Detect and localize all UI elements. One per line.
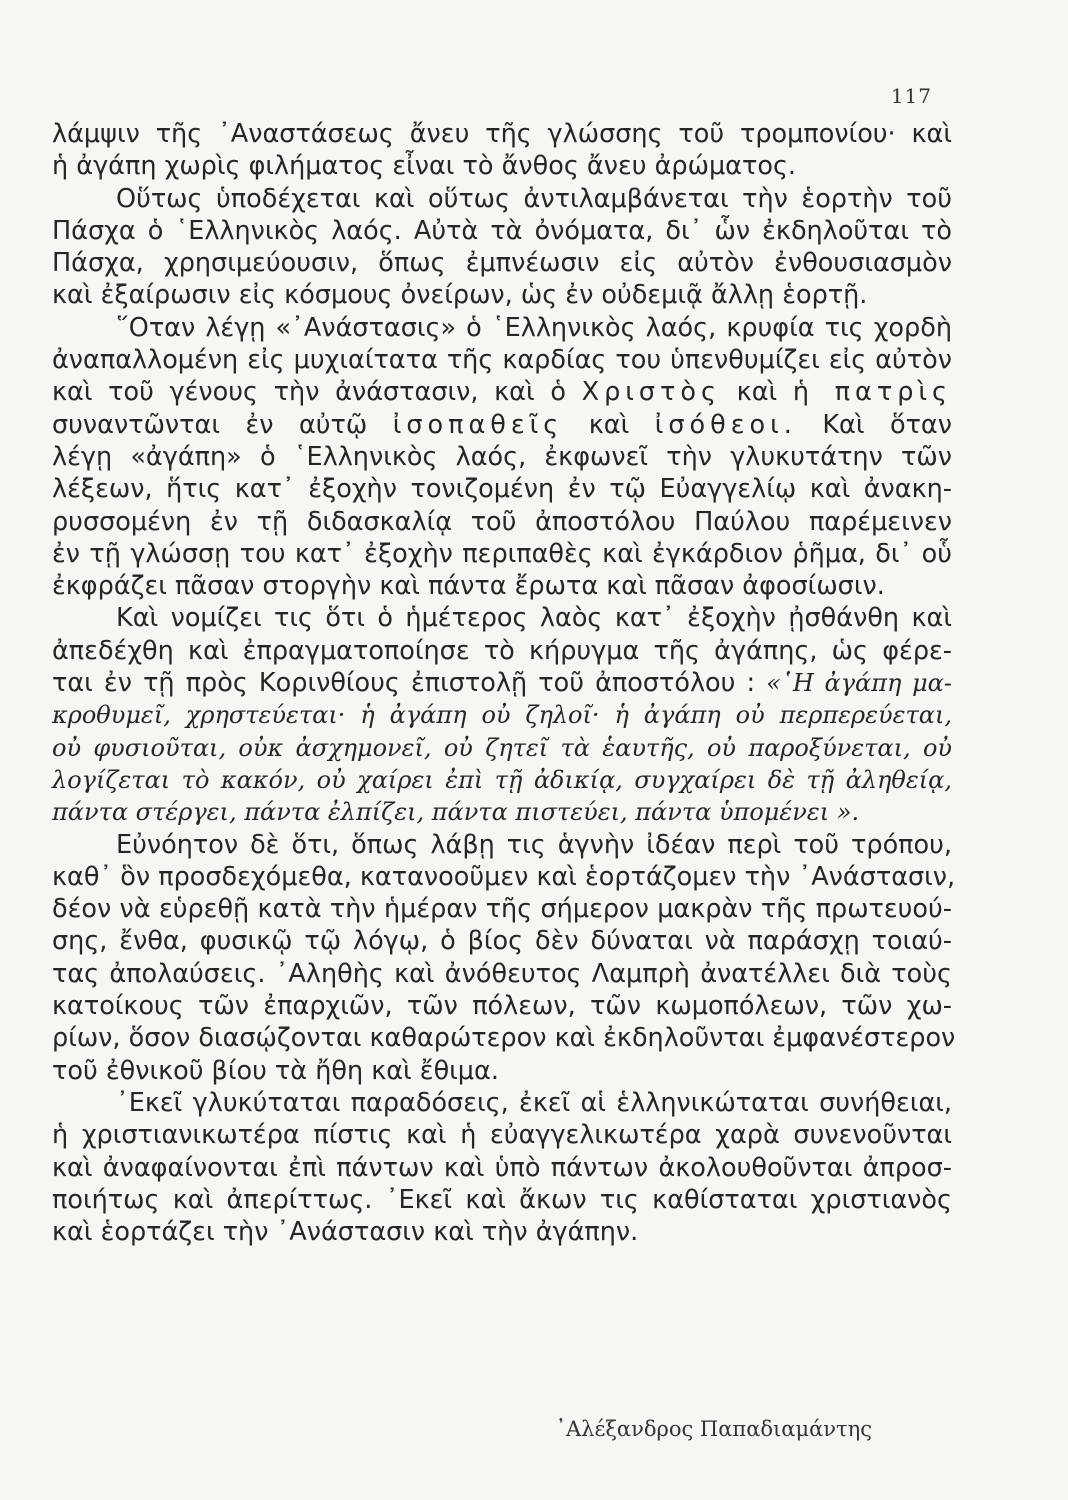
text-line: καθ᾿ ὃν προσδεχόμεθα, κατανοοῦμεν καὶ ἑορτάζομεν τὴν ᾿Ανάστασιν, xyxy=(52,861,956,892)
text-line: καὶ ἀναφαίνονται ἐπὶ πάντων καὶ ὑπὸ πάντων ἀκολουθοῦνται ἀπροσ- xyxy=(52,1152,952,1183)
spaced-word: ἰσοπαθεῖς xyxy=(392,409,564,440)
text-line: ἐν τῇ γλώσσῃ του κατ᾿ ἐξοχὴν περιπαθὲς καὶ ἐγκάρδιον ῥῆμα, δι᾿ οὗ xyxy=(52,538,952,569)
text-line: ρυσσομένη ἐν τῇ διδασκαλίᾳ τοῦ ἀποστόλου Παύλου παρέμεινεν xyxy=(52,506,952,537)
text-line: Οὕτως ὑποδέχεται καὶ οὕτως ἀντιλαμβάνεται τὴν ἑορτὴν τοῦ xyxy=(116,183,952,214)
text-line: ρίων, ὅσον διασῴζονται καθαρώτερον καὶ ἐκδηλοῦνται ἐμφανέστερον xyxy=(52,1023,956,1054)
italic-quote-line: λογίζεται τὸ κακόν, οὐ χαίρει ἐπὶ τῇ ἀδικίᾳ, συγχαίρει δὲ τῇ ἀληθείᾳ, xyxy=(52,765,952,794)
text-line: λάμψιν τῆς ᾿Αναστάσεως ἄνευ τῆς γλώσσης τοῦ τρομπονίου· καὶ xyxy=(52,119,952,149)
text-line xyxy=(52,667,952,699)
text-line xyxy=(52,376,952,408)
text-line: τοῦ ἐθνικοῦ βίου τὰ ἤθη καὶ ἔθιμα. xyxy=(52,1055,499,1086)
text-line: καὶ ἐξαίρωσιν εἰς κόσμους ὀνείρων, ὡς ἐν οὐδεμιᾷ ἄλλῃ ἑορτῇ. xyxy=(52,280,868,311)
text-line: ἡ χριστιανικωτέρα πίστις καὶ ἡ εὐαγγελικωτέρα χαρὰ συνενοῦνται xyxy=(52,1120,952,1151)
italic-quote: «῾Η ἀγάπη μα- xyxy=(766,669,952,698)
text-segment: καὶ τοῦ γένους τὴν ἀνάστασιν, καὶ ὁ xyxy=(52,377,582,408)
text-line xyxy=(52,409,952,441)
text-line: ἀναπαλλομένη εἰς μυχιαίτατα τῆς καρδίας του ὑπενθυμίζει εἰς αὐτὸν xyxy=(52,345,952,376)
text-line: λέγῃ «ἀγάπη» ὁ ῾Ελληνικὸς λαός, ἐκφωνεῖ τὴν γλυκυτάτην τῶν xyxy=(52,441,952,472)
text-line: Πάσχα, χρησιμεύουσιν, ὅπως ἐμπνέωσιν εἰς αὐτὸν ἐνθουσιασμὸν xyxy=(52,248,952,279)
text-line: καὶ ἑορτάζει τὴν ᾿Ανάστασιν καὶ τὴν ἀγάπην. xyxy=(52,1217,639,1248)
spaced-word: ἡ πατρὶς xyxy=(792,377,952,408)
text-line: Πάσχα ὁ ῾Ελληνικὸς λαός. Αὐτὰ τὰ ὀνόματα, δι᾿ ὧν ἐκδηλοῦται τὸ xyxy=(52,215,952,246)
text-line: λέξεων, ἥτις κατ᾿ ἐξοχὴν τονιζομένη ἐν τῷ Εὐαγγελίῳ καὶ ἀνακη- xyxy=(52,474,952,505)
text-line: κατοίκους τῶν ἐπαρχιῶν, τῶν πόλεων, τῶν κωμοπόλεων, τῶν χω- xyxy=(52,991,952,1022)
text-segment: συναντῶνται ἐν αὐτῷ xyxy=(52,409,393,440)
text-segment: καὶ xyxy=(720,377,793,408)
text-line: ἡ ἀγάπη χωρὶς φιλήματος εἶναι τὸ ἄνθος ἄνευ ἀρώματος. xyxy=(52,151,797,182)
text-line: Εὐνόητον δὲ ὅτι, ὅπως λάβῃ τις ἁγνὴν ἰδέαν περὶ τοῦ τρόπου, xyxy=(116,829,952,860)
italic-quote-line: πάντα στέργει, πάντα ἐλπίζει, πάντα πιστεύει, πάντα ὑπομένει ». xyxy=(52,798,860,827)
text-line: σης, ἔνθα, φυσικῷ τῷ λόγῳ, ὁ βίος δὲν δύναται νὰ παράσχῃ τοιαύ- xyxy=(52,926,952,957)
spaced-word: Χριστὸς xyxy=(581,377,721,408)
text-line: ῞Οταν λέγῃ «᾿Ανάστασις» ὁ ῾Ελληνικὸς λαός, κρυφία τις χορδὴ xyxy=(116,312,952,343)
text-line: ἐκφράζει πᾶσαν στοργὴν καὶ πάντα ἔρωτα καὶ πᾶσαν ἀφοσίωσιν. xyxy=(52,571,885,602)
page-number: 117 xyxy=(890,84,932,108)
text-line: ποιήτως καὶ ἀπερίττως. ᾿Εκεῖ καὶ ἄκων τις καθίσταται χριστιανὸς xyxy=(52,1184,952,1215)
italic-quote-line: κροθυμεῖ, χρηστεύεται· ἡ ἀγάπη οὐ ζηλοῖ· ἡ ἀγάπη οὐ περπερεύεται, xyxy=(52,701,952,730)
spaced-word: ἰσόθεοι. xyxy=(654,409,797,440)
text-segment: ται ἐν τῇ πρὸς Κορινθίους ἐπιστολῇ τοῦ ἀποστόλου : xyxy=(52,668,767,699)
text-line: ᾿Εκεῖ γλυκύταται παραδόσεις, ἐκεῖ αἱ ἑλληνικώταται συνήθειαι, xyxy=(116,1087,952,1118)
text-line: δέον νὰ εὑρεθῇ κατὰ τὴν ἡμέραν τῆς σήμερον μακρὰν τῆς πρωτευού- xyxy=(52,894,952,925)
text-body xyxy=(52,118,956,1248)
text-segment: Καὶ ὅταν xyxy=(796,409,952,440)
italic-quote-line: οὐ φυσιοῦται, οὐκ ἀσχημονεῖ, οὐ ζητεῖ τὰ ἑαυτῆς, οὐ παροξύνεται, οὐ xyxy=(52,733,952,762)
author-signature: ᾿Αλέξανδρος Παπαδιαμάντης xyxy=(555,1417,872,1441)
text-segment: καὶ xyxy=(563,409,655,440)
text-line: τας ἀπολαύσεις. ᾿Αληθὴς καὶ ἀνόθευτος Λαμπρὴ ἀνατέλλει διὰ τοὺς xyxy=(52,958,952,989)
text-line: ἀπεδέχθη καὶ ἐπραγματοποίησε τὸ κήρυγμα τῆς ἀγάπης, ὡς φέρε- xyxy=(52,635,952,666)
text-line: Καὶ νομίζει τις ὅτι ὁ ἡμέτερος λαὸς κατ᾿ ἐξοχὴν ᾐσθάνθη καὶ xyxy=(116,603,952,634)
